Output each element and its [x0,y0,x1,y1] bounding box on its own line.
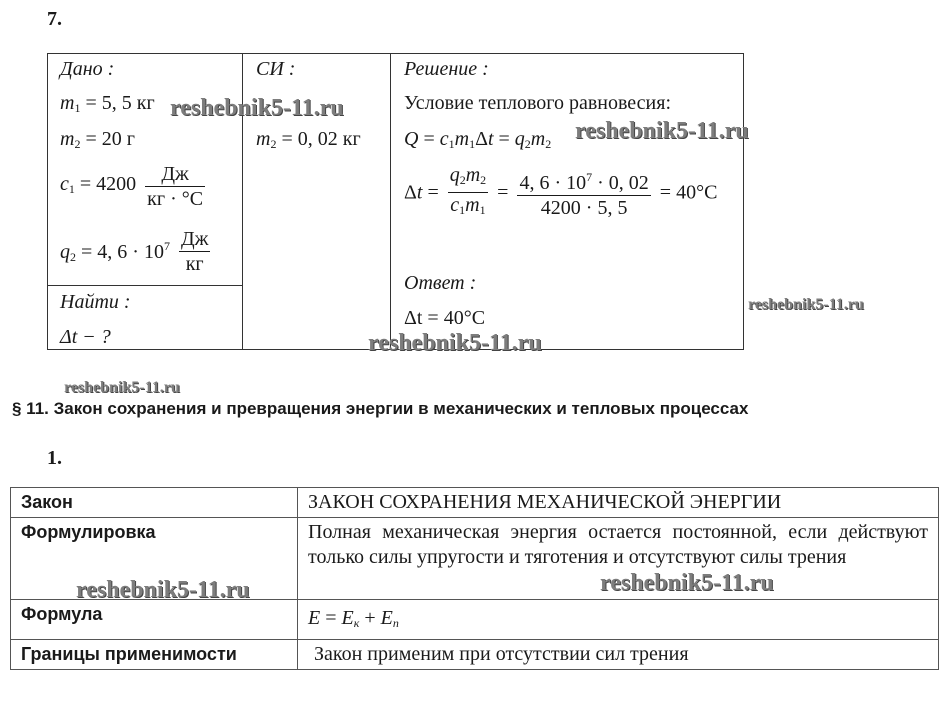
find-value: Δt − ? [60,326,111,348]
given-c1: $c_1 = 4200$ $\frac{Дж}{кг \cdot ^\circ С}$ [60,163,204,210]
given-q2: $q_2 = 4$, $6 \cdot 10^7$ $\frac{Дж}{кг}$ [60,228,209,275]
section-title: § 11. Закон сохранения и превращения энергии в механических и тепловых процессах [12,399,749,418]
watermark: reshebnik5-11.ru [600,570,774,596]
si-m2: $m_2 = 0$, 02 кг [256,128,361,151]
given-m2: $m_2 = 20$ г [60,128,135,151]
watermark: reshebnik5-11.ru [76,577,250,603]
given-header: Дано : [60,58,115,80]
answer-value: Δt = 40°С [404,307,486,329]
row-label: Закон [11,488,298,518]
row-value: $E = E_к + E_п$ [298,600,939,640]
equilibrium-condition: Условие теплового равновесия: [404,92,672,114]
watermark: reshebnik5-11.ru [368,330,542,356]
solution-header: Решение : [404,58,489,80]
find-header: Найти : [60,291,131,313]
item-number: 1. [47,447,62,469]
answer-header: Ответ : [404,272,477,294]
row-label: Формула [11,600,298,640]
si-header: СИ : [256,58,296,80]
table-row [11,640,939,670]
row-value: ЗАКОН СОХРАНЕНИЯ МЕХАНИЧЕСКОЙ ЭНЕРГИИ [298,488,939,518]
watermark: reshebnik5-11.ru [748,296,864,313]
problem-number: 7. [47,8,62,30]
given-m1: $m_1 = 5$, 5 кг [60,92,155,115]
watermark: reshebnik5-11.ru [170,95,344,121]
heat-balance-equation: $Q = c_1m_1\Delta t = q_2m_2$ [404,128,552,151]
watermark: reshebnik5-11.ru [64,379,180,396]
row-label: Формулировка [11,518,298,600]
row-value: Закон применим при отсутствии сил трения [298,640,939,670]
row-label: Границы применимости [11,640,298,670]
table-row [11,600,939,640]
row-value: Полная механическая энергия остается постоянной, если действуют только силы упругости и тяготения и отсутствуют силы трения [298,518,939,600]
watermark: reshebnik5-11.ru [575,118,749,144]
delta-t-formula: Δt = $\frac{q_2m_2}{c_1m_1}$ = $\frac{4, 6 \cdot 10^7 \cdot 0, 02}{4200 \cdot 5, 5}$ = 40°С [404,163,717,222]
table-row [11,488,939,518]
